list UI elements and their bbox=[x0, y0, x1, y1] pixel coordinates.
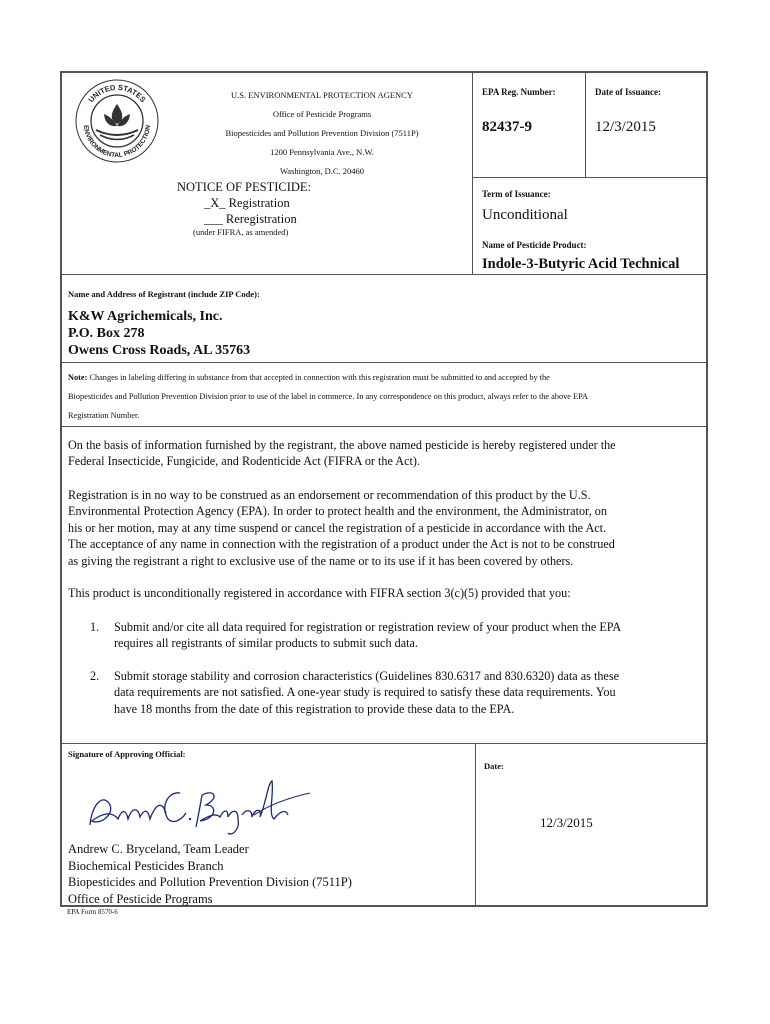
signature-label: Signature of Approving Official: bbox=[68, 749, 186, 759]
body-p2-line5: as giving the registrant a right to exclusive use of the name or to its use if it has been covered by others. bbox=[68, 553, 574, 568]
notice-registration: _X_ Registration bbox=[204, 196, 290, 210]
agency-city: Washington, D.C. 20460 bbox=[279, 166, 365, 176]
note-line3: Registration Number. bbox=[68, 411, 140, 420]
form-number: EPA Form 8570-6 bbox=[67, 908, 118, 916]
agency-office: Office of Pesticide Programs bbox=[272, 109, 372, 119]
signer-branch: Biochemical Pesticides Branch bbox=[68, 858, 224, 873]
body-p2-line4: The acceptance of any name in connection with the registration of a product under the Act is not to be construed bbox=[68, 537, 615, 552]
agency-name: U.S. ENVIRONMENTAL PROTECTION AGENCY bbox=[231, 90, 413, 100]
body-p2-line2: Environmental Protection Agency (EPA). In order to protect health and the environment, the Administrator, on bbox=[68, 504, 607, 519]
note-prefix: Note: bbox=[68, 373, 88, 382]
body-p1-line1: On the basis of information furnished by the registrant, the above named pesticide is hereby registered under the bbox=[68, 438, 616, 452]
product-label: Name of Pesticide Product: bbox=[482, 240, 587, 250]
signer-name: Andrew C. Bryceland, Team Leader bbox=[68, 842, 249, 856]
product-value: Indole-3-Butyric Acid Technical bbox=[482, 256, 680, 272]
term-label: Term of Issuance: bbox=[482, 189, 551, 199]
agency-division: Biopesticides and Pollution Prevention Division (7511P) bbox=[225, 128, 419, 138]
body-p2-line1: Registration is in no way to be construed as an endorsement or recommendation of this product by the U.S. bbox=[68, 488, 591, 502]
date-label: Date: bbox=[484, 761, 504, 771]
notice-under: (under FIFRA, as amended) bbox=[193, 227, 289, 237]
issuance-date-value: 12/3/2015 bbox=[595, 119, 656, 135]
item1-line1: Submit and/or cite all data required for registration or registration review of your product when the EPA bbox=[114, 620, 622, 634]
date-value: 12/3/2015 bbox=[540, 815, 593, 830]
signer-office: Office of Pesticide Programs bbox=[68, 891, 213, 906]
handwritten-signature bbox=[82, 763, 312, 843]
item2-line2: data requirements are not satisfied. A one-year study is required to satisfy these data requirements. You bbox=[114, 685, 616, 700]
reg-number-label: EPA Reg. Number: bbox=[482, 87, 556, 97]
body-p1-line2: Federal Insecticide, Fungicide, and Rodenticide Act (FIFRA or the Act). bbox=[68, 454, 421, 469]
body-p2-line3: his or her motion, may at any time suspend or cancel the registration of a pesticide in accordance with the Act. bbox=[68, 520, 607, 535]
registrant-city: Owens Cross Roads, AL 35763 bbox=[68, 343, 251, 358]
issuance-date-label: Date of Issuance: bbox=[595, 87, 661, 97]
note-line2: Biopesticides and Pollution Prevention Division prior to use of the label in commerce. In any correspondence on this product, always refer to the above EPA bbox=[68, 392, 588, 401]
registrant-label: Name and Address of Registrant (include ZIP Code): bbox=[68, 289, 260, 299]
item2-line1: Submit storage stability and corrosion characteristics (Guidelines 830.6317 and 830.6320) data as these bbox=[114, 669, 619, 683]
notice-reregistration: ___ Reregistration bbox=[204, 212, 297, 226]
epa-seal bbox=[74, 78, 160, 164]
signature-text: Andrew C. Bryceland bbox=[82, 841, 91, 842]
signer-division: Biopesticides and Pollution Prevention Division (7511P) bbox=[68, 875, 352, 889]
item1-line2: requires all registrants of similar products to submit such data. bbox=[114, 636, 418, 651]
registration-form bbox=[60, 71, 708, 907]
registrant-po-box: P.O. Box 278 bbox=[68, 326, 145, 341]
seal-top-text: UNITED STATES bbox=[86, 82, 148, 105]
item2-line3: have 18 months from the date of this registration to provide these data to the EPA. bbox=[114, 701, 515, 716]
item2-number: 2. bbox=[90, 669, 100, 683]
reg-number-value: 82437-9 bbox=[482, 119, 532, 135]
notice-title: NOTICE OF PESTICIDE: bbox=[177, 180, 312, 194]
term-value: Unconditional bbox=[482, 207, 568, 223]
registrant-name: K&W Agrichemicals, Inc. bbox=[68, 309, 223, 324]
agency-street: 1200 Pennsylvania Ave., N.W. bbox=[270, 147, 374, 157]
note-line1: Changes in labeling differing in substance from that accepted in connection with this registration must be submitted to and accepted by the bbox=[89, 373, 550, 382]
seal-bottom-text: ENVIRONMENTAL PROTECTION bbox=[81, 124, 153, 160]
item1-number: 1. bbox=[90, 620, 100, 634]
body-p3: This product is unconditionally registered in accordance with FIFRA section 3(c)(5) provided that you: bbox=[68, 586, 571, 600]
